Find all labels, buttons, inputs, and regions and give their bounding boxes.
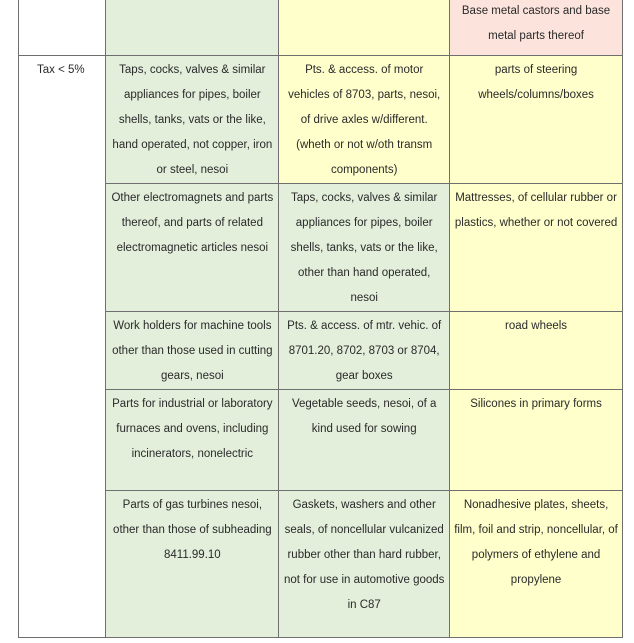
cell-col-b: Taps, cocks, valves & similar appliances for pipes, boiler shells, tanks, vats or the like, other than hand operated, nesoi xyxy=(279,184,450,312)
table-row xyxy=(19,491,623,638)
table-row xyxy=(19,312,623,390)
cell-col-b: Gaskets, washers and other seals, of noncellular vulcanized rubber other than hard rubber, not for use in automotive goods in C87 xyxy=(279,491,450,638)
cell-col-a: Work holders for machine tools other than those used in cutting gears, nesoi xyxy=(106,312,279,390)
cell-col-c: parts of steering wheels/columns/boxes xyxy=(450,56,623,184)
table-row xyxy=(19,390,623,491)
tax-label: Tax < 5% xyxy=(19,56,106,638)
cell-col-b: Pts. & access. of mtr. vehic. of 8701.20, 8702, 8703 or 8704, gear boxes xyxy=(279,312,450,390)
cell-col-c: Silicones in primary forms xyxy=(450,390,623,491)
cell-col-c: road wheels xyxy=(450,312,623,390)
cell-col-c: Nonadhesive plates, sheets, film, foil and strip, noncellular, of polymers of ethylene and propylene xyxy=(450,491,623,638)
cell-col-c: Base metal castors and base metal parts thereof xyxy=(450,0,623,56)
table-row xyxy=(19,56,623,184)
table-row-top xyxy=(19,0,623,56)
label-cell-empty xyxy=(19,0,106,56)
table-row xyxy=(19,184,623,312)
cell-col-c: Mattresses, of cellular rubber or plastics, whether or not covered xyxy=(450,184,623,312)
tariff-table xyxy=(18,0,623,638)
cell-col-b-empty xyxy=(279,0,450,56)
cell-col-a: Parts of gas turbines nesoi, other than those of subheading 8411.99.10 xyxy=(106,491,279,638)
cell-col-a: Parts for industrial or laboratory furnaces and ovens, including incinerators, nonelectric xyxy=(106,390,279,491)
cell-col-a: Taps, cocks, valves & similar appliances for pipes, boiler shells, tanks, vats or the like, hand operated, not copper, iron or steel, nesoi xyxy=(106,56,279,184)
cell-col-a: Other electromagnets and parts thereof, and parts of related electromagnetic articles nesoi xyxy=(106,184,279,312)
cell-col-b: Pts. & access. of motor vehicles of 8703, parts, nesoi, of drive axles w/different. (wheth or not w/oth transm components) xyxy=(279,56,450,184)
cell-col-a-empty xyxy=(106,0,279,56)
cell-col-b: Vegetable seeds, nesoi, of a kind used for sowing xyxy=(279,390,450,491)
